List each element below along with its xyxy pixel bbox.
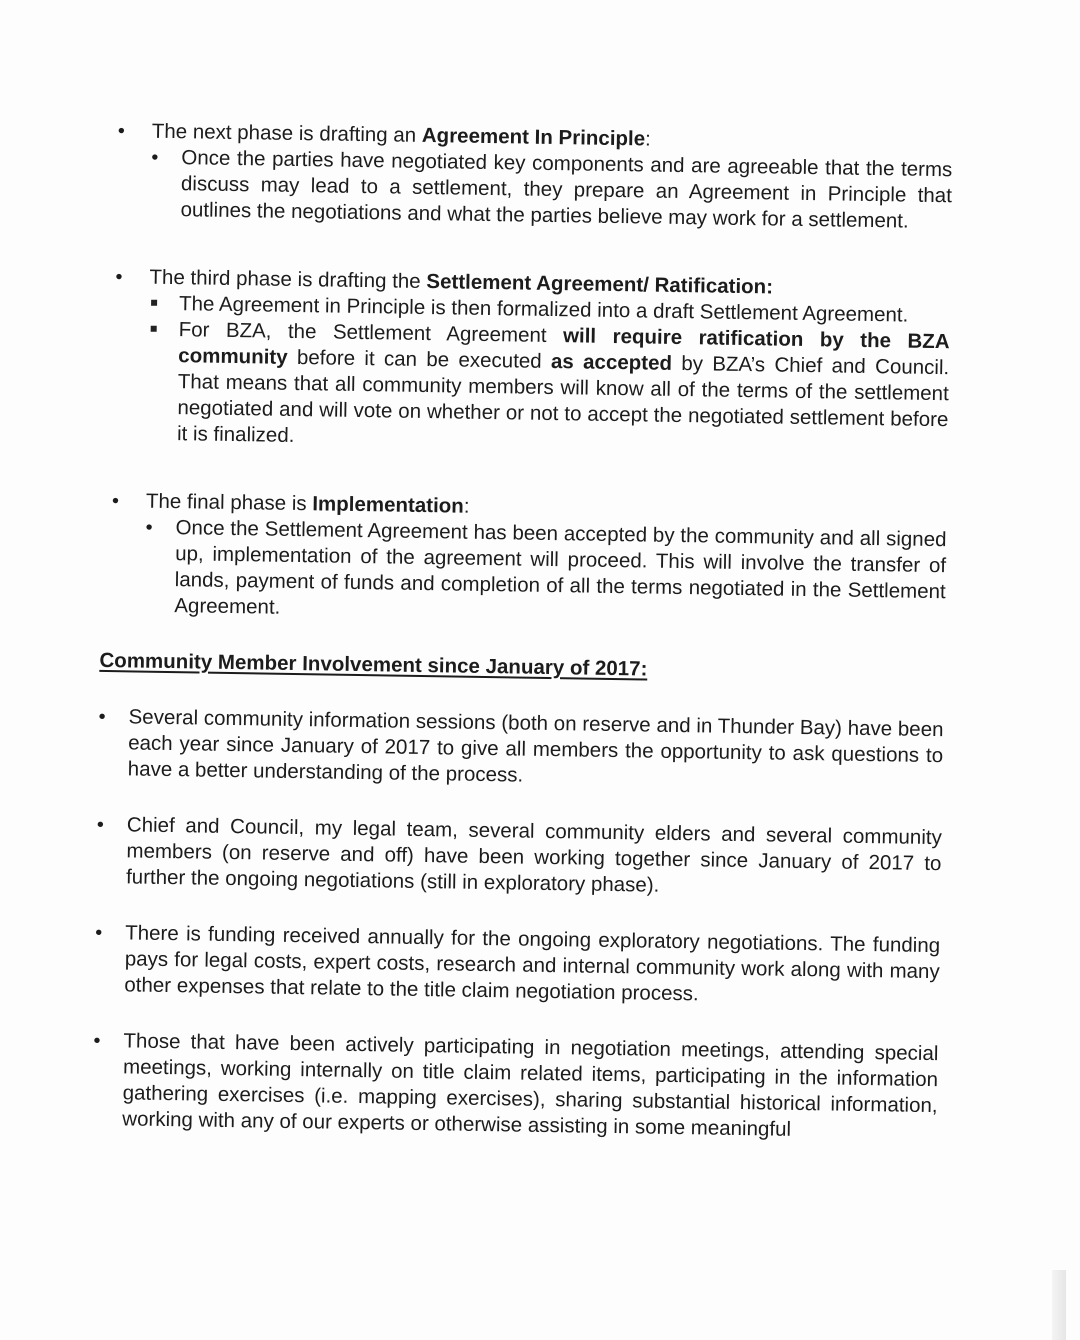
- text-run-bold: will require ratification by the BZA community: [178, 324, 950, 369]
- involvement-item: [98, 704, 944, 795]
- bullet-icon: •: [95, 921, 103, 945]
- bullet-icon: •: [151, 146, 159, 169]
- phase-title: Settlement Agreement/ Ratification:: [426, 270, 774, 299]
- involvement-item: [94, 920, 940, 1011]
- bullet-icon: •: [93, 1029, 101, 1052]
- phase-detail-ratification: [103, 316, 950, 459]
- involvement-text: Chief and Council, my legal team, several community elders and several community members (on reserve and off) have been working together since January of 2017 to further the ongoing negotiations (still in exploratory phase).: [125, 813, 942, 897]
- bullet-icon: •: [111, 490, 120, 513]
- involvement-item: [92, 1028, 939, 1145]
- bullet-icon: •: [98, 705, 106, 729]
- text-run: by BZA’s Chief and Council. That means that all community members will know all of the terms of the settlement negotiated and will vote on whether or not to accept the negotiated settlement before it is finalized.: [176, 351, 950, 447]
- involvement-text: Several community information sessions (both on reserve and in Thunder Bay) have been each year since January of 2017 to give all members the opportunity to ask questions to have a better understanding of the process.: [127, 705, 944, 787]
- phase-intro: The final phase is: [145, 489, 313, 516]
- phase-intro: The third phase is drafting the: [149, 265, 427, 294]
- text-run: before it can be executed: [287, 345, 552, 373]
- phase-intro: The next phase is drafting an: [151, 119, 423, 147]
- square-bullet-icon: [151, 300, 157, 306]
- phase-punct: :: [644, 127, 651, 151]
- involvement-item: [96, 812, 942, 903]
- square-bullet-icon: [151, 326, 157, 332]
- bullet-icon: •: [115, 266, 123, 289]
- phase-detail-text: Once the Settlement Agreement has been accepted by the community and all signed up, implementation of the agreement will proceed. This will involve the transfer of lands, payment of funds and completion of all the terms negotiated in the Settlement Agreement.: [174, 516, 947, 619]
- phase-detail: [100, 514, 947, 631]
- bullet-icon: •: [117, 120, 125, 143]
- phase-punct: :: [463, 494, 470, 518]
- scan-edge-shadow: [1052, 1270, 1066, 1340]
- phase-title: Implementation: [312, 492, 465, 518]
- bullet-icon: •: [96, 813, 105, 837]
- text-run-bold: as accepted: [550, 349, 673, 375]
- involvement-text: Those that have been actively participating in negotiation meetings, attending special meetings, working internally on title claim related items, participating in the information gathering exercises (i.e. mapping exercises), sharing substantial historical information, working with any of our experts or otherwise assisting in some meaningful: [122, 1029, 939, 1141]
- text-run: For BZA, the Settlement Agreement: [178, 318, 564, 348]
- section-heading: Community Member Involvement since January of 2017:: [99, 648, 648, 681]
- document-body: [92, 118, 953, 1145]
- bullet-icon: •: [145, 516, 153, 539]
- phase-detail-text: The Agreement in Principle is then formalized into a draft Settlement Agreement.: [178, 292, 909, 327]
- phase-detail-text: Once the parties have negotiated key components and are agreeable that the terms discuss may lead to a settlement, they prepare an Agreement in Principle that outlines the negotiations and what the parties believe may work for a settlement.: [180, 146, 953, 233]
- involvement-text: There is funding received annually for the ongoing exploratory negotiations. The funding pays for legal costs, expert costs, research and internal community work along with many other expenses that relate to the title claim negotiation process.: [124, 921, 941, 1006]
- phase-detail: [106, 144, 952, 235]
- phase-title: Agreement In Principle: [421, 123, 646, 151]
